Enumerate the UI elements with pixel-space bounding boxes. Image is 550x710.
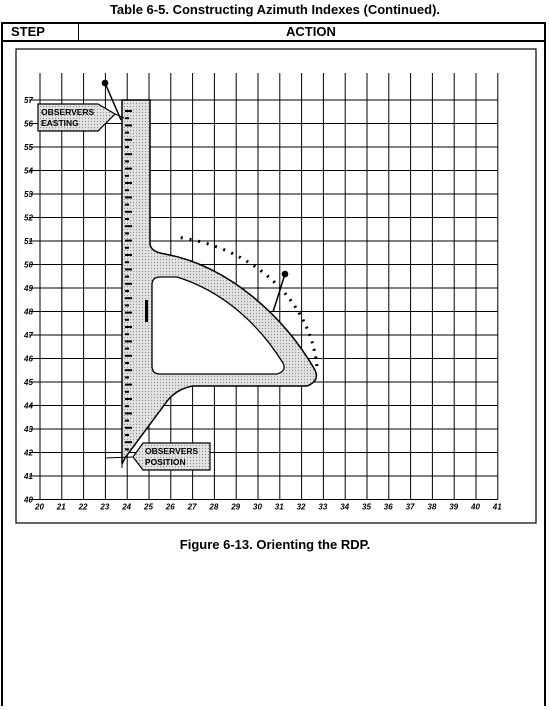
callout-position-line2: POSITION [145, 457, 186, 467]
ruler-tick [125, 340, 132, 342]
table-title: Table 6-5. Constructing Azimuth Indexes (Continued). [109, 2, 441, 17]
x-tick-label: 25 [144, 502, 153, 512]
x-tick-label: 38 [427, 502, 437, 512]
x-tick-label: 35 [362, 502, 371, 512]
y-tick-label: 55 [24, 143, 33, 152]
y-tick-label: 56 [24, 119, 33, 129]
x-tick-label: 40 [471, 502, 480, 512]
y-tick-label: 41 [24, 472, 33, 481]
ruler-tick [125, 434, 129, 436]
ruler-tick [125, 420, 129, 422]
ruler-tick [125, 376, 129, 378]
x-tick-label: 37 [405, 502, 415, 512]
y-tick-label: 46 [24, 354, 33, 364]
x-tick-label: 39 [449, 502, 459, 512]
x-tick-label: 36 [383, 502, 393, 512]
ruler-tick [125, 304, 129, 306]
ruler-tick [125, 412, 132, 414]
rdp-figure-svg [15, 48, 537, 524]
ruler-tick [125, 297, 132, 299]
ruler-tick [125, 110, 132, 112]
y-tick-label: 49 [24, 284, 33, 293]
x-tick-label: 20 [35, 502, 44, 512]
ruler-tick [125, 247, 129, 249]
ruler-tick [125, 132, 129, 134]
step-header: STEP [11, 24, 45, 39]
x-tick-label: 31 [274, 502, 284, 512]
callout-easting-line1: OBSERVERS [41, 107, 95, 117]
x-tick-label: 30 [253, 502, 262, 512]
ruler-tick [125, 319, 129, 321]
ruler-tick [125, 240, 132, 242]
ruler-tick [125, 427, 132, 429]
x-tick-label: 26 [165, 502, 175, 512]
y-tick-label: 40 [24, 495, 33, 505]
x-tick-label: 32 [296, 502, 306, 512]
y-tick-label: 42 [24, 448, 33, 458]
ruler-tick [125, 333, 129, 335]
ruler-tick [125, 312, 132, 314]
ruler-tick [125, 369, 132, 371]
ruler-tick [125, 182, 132, 184]
ruler-tick [125, 268, 132, 270]
ruler-tick [125, 448, 129, 450]
ruler-tick [125, 326, 132, 328]
y-tick-label: 54 [24, 166, 33, 176]
ruler-tick [125, 276, 129, 278]
ruler-tick [125, 348, 129, 350]
ruler-tick [125, 196, 132, 198]
x-tick-label: 29 [231, 502, 241, 512]
y-tick-label: 50 [24, 260, 33, 270]
ruler-tick [125, 218, 129, 220]
y-tick-label: 57 [24, 96, 33, 105]
ruler-tick [125, 146, 129, 148]
figure-caption: Figure 6-13. Orienting the RDP. [179, 537, 371, 552]
ruler-tick [125, 355, 132, 357]
table-header [1, 22, 546, 42]
ruler-tick [125, 232, 129, 234]
ruler-tick [125, 290, 129, 292]
rdp-figure [15, 48, 537, 524]
ruler-tick [125, 261, 129, 263]
ruler-tick [125, 160, 129, 162]
y-tick-label: 44 [24, 401, 33, 411]
action-header: ACTION [286, 24, 336, 39]
x-tick-label: 21 [56, 502, 66, 512]
ruler-tick [125, 175, 129, 177]
x-tick-label: 34 [340, 502, 350, 512]
x-tick-label: 24 [122, 502, 132, 512]
ruler-tick [125, 204, 129, 206]
ruler-tick [125, 153, 132, 155]
header-divider [78, 22, 79, 40]
callout-position-line1: OBSERVERS [145, 446, 199, 456]
ruler-tick [125, 362, 129, 364]
y-tick-label: 47 [24, 331, 33, 340]
ruler-tick [125, 225, 132, 227]
x-tick-label: 22 [78, 502, 88, 512]
ruler-tick [125, 211, 132, 213]
ruler-tick [125, 254, 132, 256]
x-tick-label: 33 [318, 502, 328, 512]
x-tick-label: 28 [209, 502, 219, 512]
ruler-tick [125, 405, 129, 407]
ruler-tick [125, 124, 132, 126]
ruler-tick [125, 398, 132, 400]
ruler-tick [125, 283, 132, 285]
ruler-tick [125, 117, 129, 119]
y-tick-label: 52 [24, 213, 33, 223]
y-tick-label: 53 [24, 190, 33, 199]
ruler-tick [125, 391, 129, 393]
ruler-tick [125, 384, 132, 386]
ruler-tick [125, 168, 132, 170]
y-tick-label: 45 [24, 378, 33, 387]
arc-tick [315, 364, 318, 366]
rdp-slot [145, 300, 148, 322]
x-tick-label: 27 [187, 502, 197, 512]
callout-easting-line2: EASTING [41, 118, 79, 128]
ruler-tick [125, 189, 129, 191]
y-tick-label: 43 [24, 425, 33, 434]
x-tick-label: 23 [100, 502, 110, 512]
x-tick-label: 41 [492, 502, 502, 512]
y-tick-label: 48 [24, 307, 33, 317]
y-tick-label: 51 [24, 237, 33, 246]
ruler-tick [125, 139, 132, 141]
ruler-tick [125, 441, 132, 443]
